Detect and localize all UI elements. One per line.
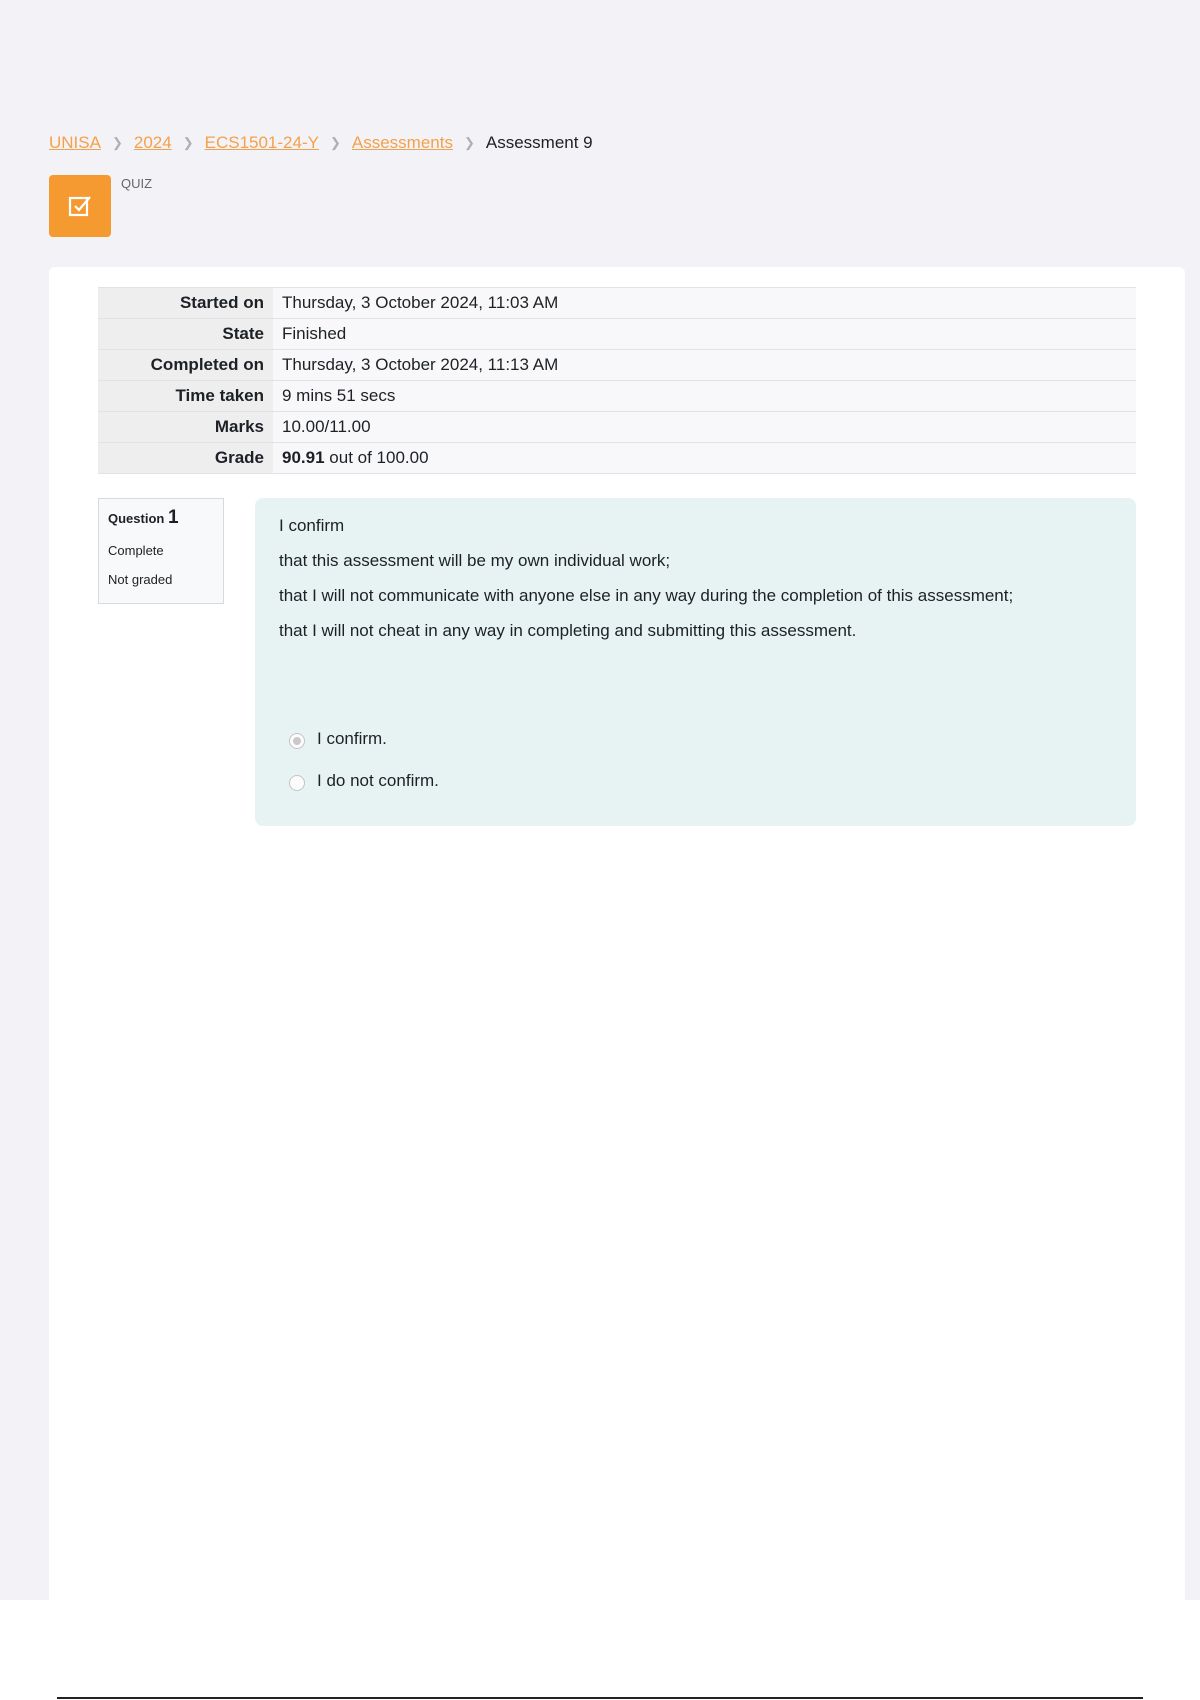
grade-score: 90.91	[282, 448, 325, 467]
breadcrumb	[49, 133, 593, 153]
divider	[57, 1697, 1143, 1699]
summary-row	[98, 412, 1136, 443]
summary-label: Started on	[98, 288, 273, 319]
summary-row	[98, 350, 1136, 381]
page-footer-area	[0, 1600, 1200, 1700]
answer-label: I confirm.	[317, 729, 387, 748]
attempt-summary-table	[98, 287, 1136, 474]
question-text-line: that I will not communicate with anyone else in any way during the completion of this assessment;	[279, 586, 1014, 605]
summary-label: Completed on	[98, 350, 273, 381]
answer-label: I do not confirm.	[317, 771, 439, 790]
chevron-right-icon: ❯	[329, 135, 341, 150]
question-heading	[108, 507, 214, 529]
question-grading: Not graded	[108, 572, 173, 587]
summary-value: Finished	[273, 319, 1136, 350]
quiz-check-icon	[49, 175, 111, 237]
summary-label: Grade	[98, 443, 273, 474]
summary-label: State	[98, 319, 273, 350]
question-info	[98, 498, 224, 604]
summary-value: 10.00/11.00	[273, 412, 1136, 443]
chevron-right-icon: ❯	[182, 135, 194, 150]
question-content	[255, 498, 1136, 826]
grade-value	[273, 443, 1136, 474]
question-text-line: I confirm	[279, 516, 345, 535]
summary-row	[98, 381, 1136, 412]
summary-label: Marks	[98, 412, 273, 443]
question-status: Complete	[108, 543, 164, 558]
breadcrumb-item-course[interactable]: ECS1501-24-Y	[204, 133, 319, 152]
summary-value: 9 mins 51 secs	[273, 381, 1136, 412]
summary-value: Thursday, 3 October 2024, 11:03 AM	[273, 288, 1136, 319]
question-text-line: that this assessment will be my own individual work;	[279, 551, 671, 570]
breadcrumb-item-assessments[interactable]: Assessments	[351, 133, 453, 152]
answer-options	[289, 718, 439, 802]
activity-type-label: QUIZ	[121, 176, 153, 191]
answer-option[interactable]	[289, 760, 439, 802]
radio-checked-icon[interactable]	[289, 733, 305, 749]
breadcrumb-current: Assessment 9	[485, 133, 593, 152]
summary-row	[98, 288, 1136, 319]
summary-value: Thursday, 3 October 2024, 11:13 AM	[273, 350, 1136, 381]
question-text-line: that I will not cheat in any way in completing and submitting this assessment.	[279, 621, 857, 640]
summary-row	[98, 319, 1136, 350]
question-title: Question	[108, 511, 165, 526]
chevron-right-icon: ❯	[463, 135, 475, 150]
question-number: 1	[167, 507, 179, 528]
breadcrumb-item-unisa[interactable]: UNISA	[49, 133, 101, 152]
chevron-right-icon: ❯	[111, 135, 123, 150]
radio-unchecked-icon[interactable]	[289, 775, 305, 791]
summary-row-grade	[98, 443, 1136, 474]
summary-label: Time taken	[98, 381, 273, 412]
breadcrumb-item-2024[interactable]: 2024	[133, 133, 172, 152]
answer-option[interactable]	[289, 718, 439, 760]
grade-suffix: out of 100.00	[329, 448, 429, 467]
